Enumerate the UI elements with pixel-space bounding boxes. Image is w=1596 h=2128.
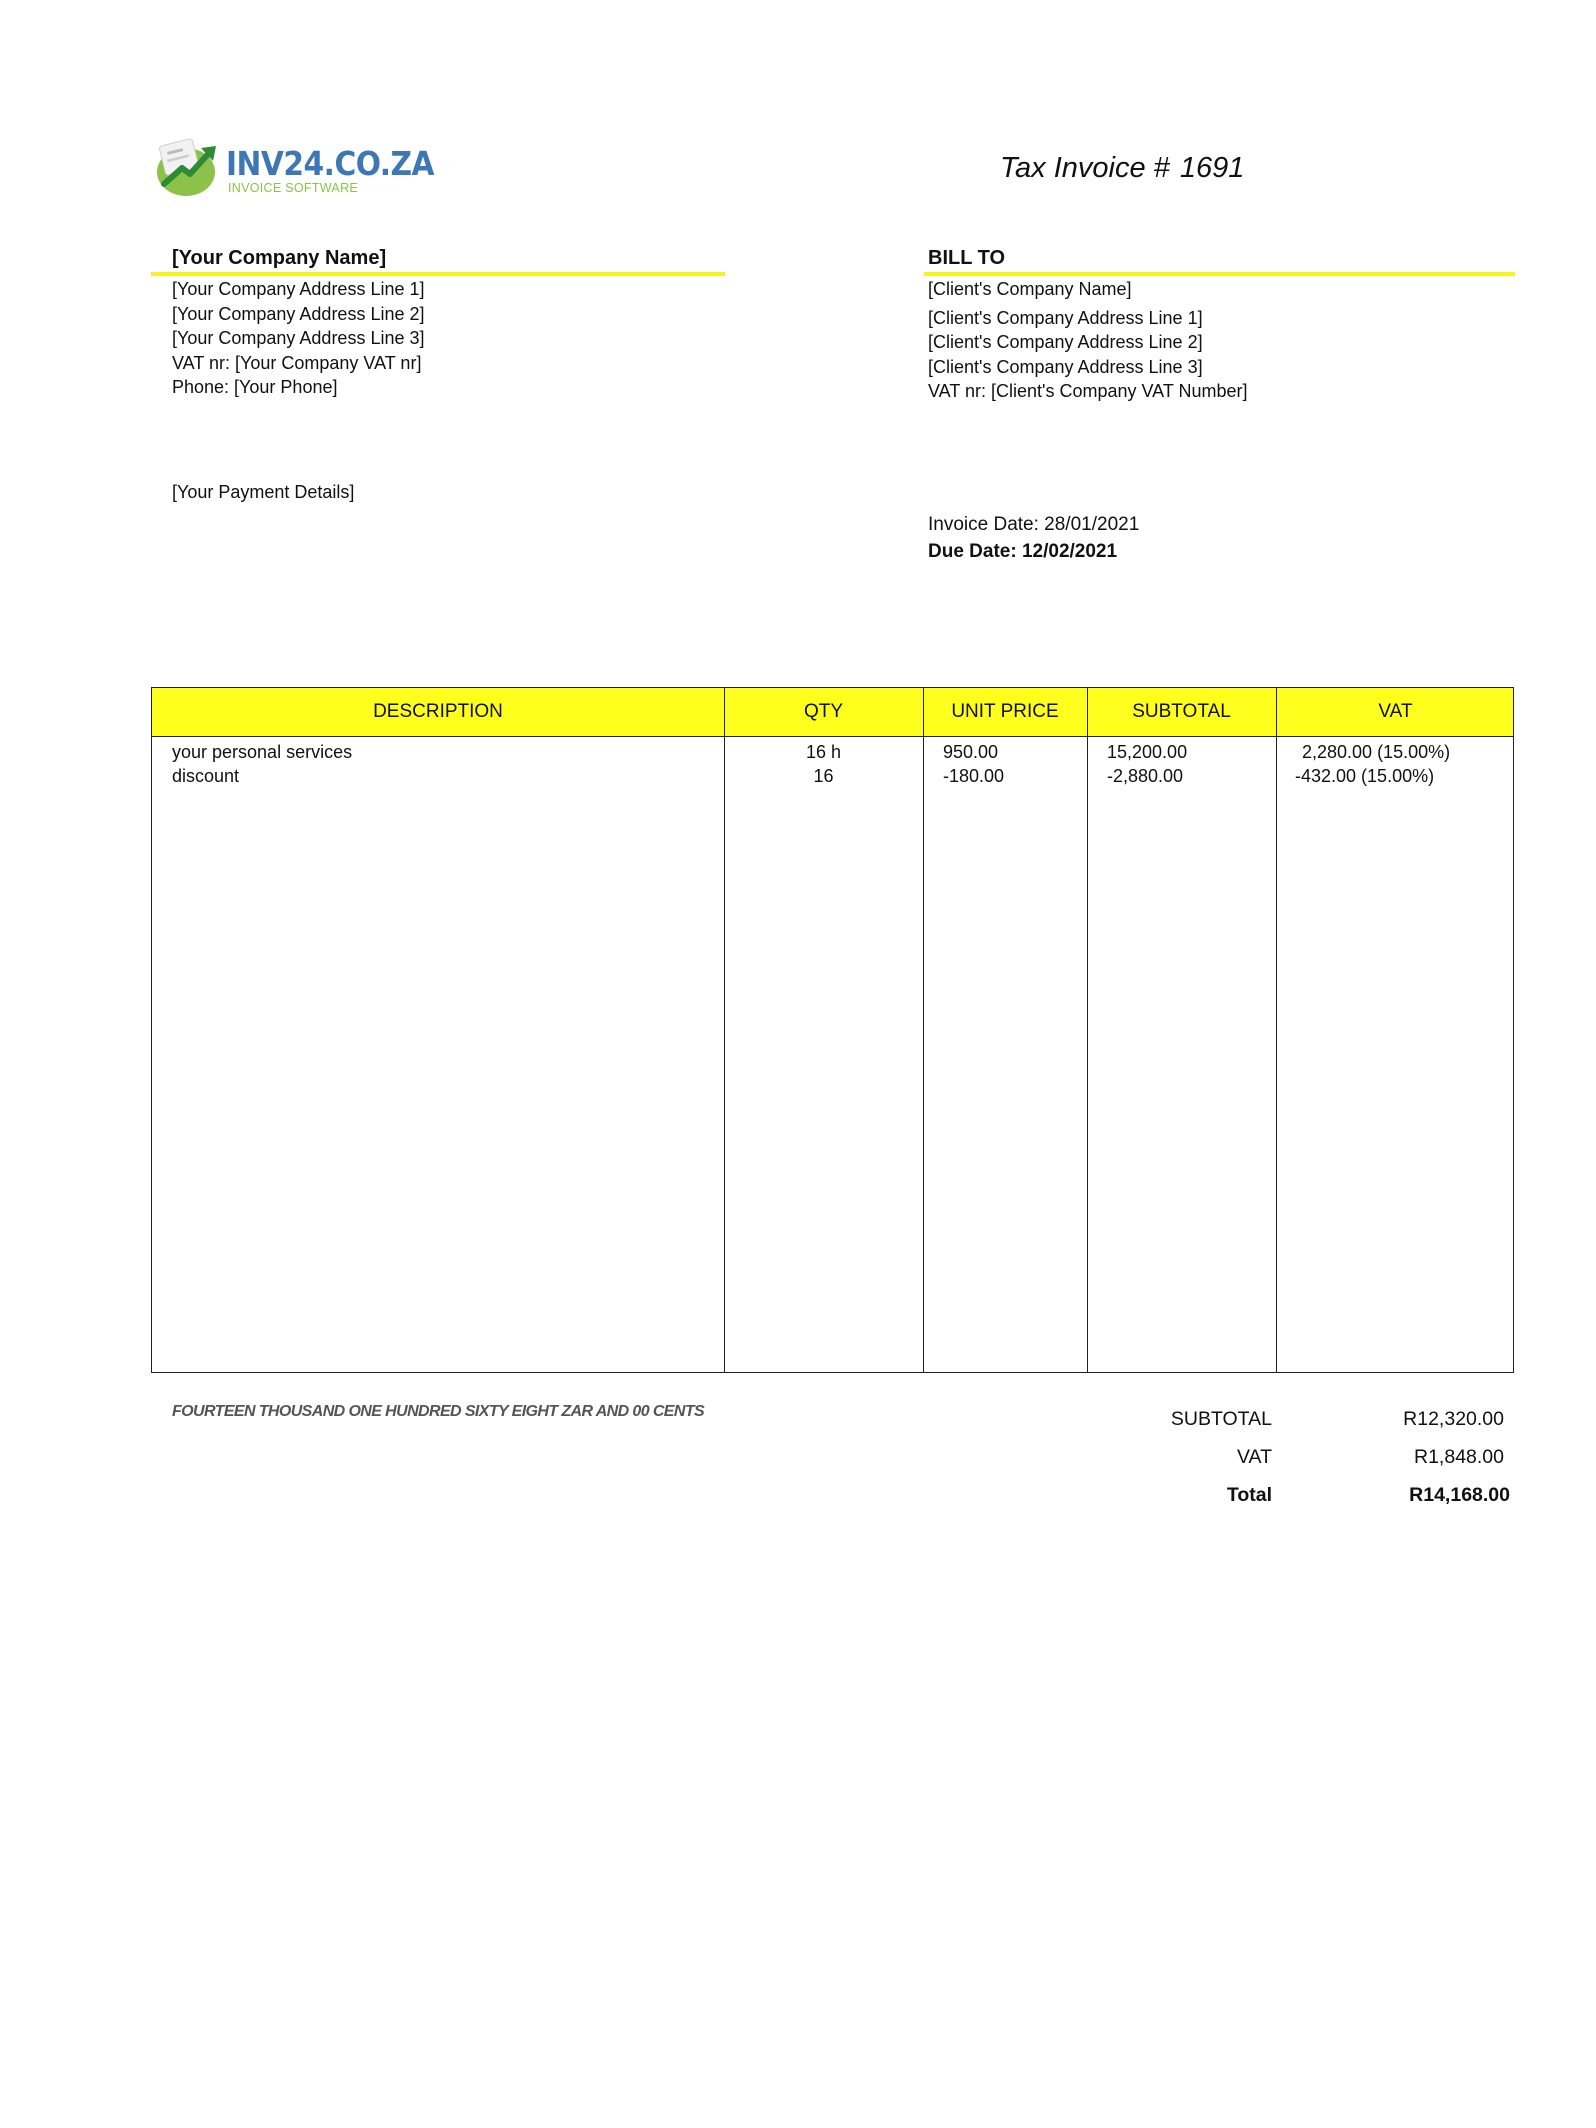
company-address-line-1: [Your Company Address Line 1]: [172, 279, 425, 299]
due-date: Due Date: 12/02/2021: [928, 541, 1118, 562]
header-vat: VAT: [1378, 701, 1413, 722]
header-subtotal: SUBTOTAL: [1132, 701, 1231, 722]
logo-text: INV24.CO.ZA: [226, 144, 435, 183]
invoice-title: [1000, 152, 1244, 185]
client-address-line-2: [Client's Company Address Line 2]: [928, 332, 1203, 353]
column-divider: [1276, 688, 1277, 1372]
column-divider: [923, 688, 924, 1372]
company-phone: Phone: [Your Phone]: [172, 377, 338, 398]
line-items-table: [151, 687, 1514, 1373]
bill-to-heading: BILL TO: [928, 247, 1006, 269]
header-qty: QTY: [803, 701, 844, 722]
invoice-number: 1691: [1179, 152, 1245, 184]
row-subtotal: 15,200.00: [1107, 742, 1188, 762]
row-qty: 16 h: [805, 742, 842, 762]
row-subtotal: -2,880.00: [1107, 766, 1184, 786]
invoice-title-label: Tax Invoice #: [1000, 152, 1170, 184]
company-vat: VAT nr: [Your Company VAT nr]: [172, 352, 422, 373]
bill-to-address: [928, 277, 1248, 404]
company-address: [172, 277, 425, 400]
client-address-line-1: [Client's Company Address Line 1]: [928, 307, 1203, 328]
header-unit-price: UNIT PRICE: [951, 701, 1059, 722]
logo-graphic-icon: [152, 136, 224, 200]
company-address-line-3: [Your Company Address Line 3]: [172, 328, 425, 349]
vat-value: R1,848.00: [1414, 1446, 1504, 1468]
row-unit-price: -180.00: [943, 766, 1005, 786]
bill-to-divider: [924, 272, 1515, 276]
subtotal-value: R12,320.00: [1403, 1408, 1504, 1430]
column-divider: [724, 688, 725, 1372]
company-divider: [151, 272, 725, 276]
company-name: [Your Company Name]: [172, 247, 387, 269]
total-value: R14,168.00: [1409, 1484, 1510, 1506]
row-description: your personal services: [172, 742, 353, 762]
row-vat: 2,280.00 (15.00%): [1302, 742, 1451, 762]
client-vat: VAT nr: [Client's Company VAT Number]: [928, 381, 1248, 402]
header-description: DESCRIPTION: [373, 701, 503, 722]
invoice-dates: [928, 511, 1139, 565]
logo-subtext: INVOICE SOFTWARE: [228, 181, 359, 195]
client-company-name: [Client's Company Name]: [928, 279, 1132, 299]
payment-details: [Your Payment Details]: [172, 482, 355, 502]
invoice-date: Invoice Date: 28/01/2021: [928, 514, 1140, 535]
total-label: Total: [1226, 1484, 1272, 1506]
row-description: discount: [172, 766, 240, 786]
amount-in-words: FOURTEEN THOUSAND ONE HUNDRED SIXTY EIGHT ZAR AND 00 CENTS: [172, 1403, 705, 1420]
subtotal-label: SUBTOTAL: [1170, 1408, 1272, 1430]
client-address-line-3: [Client's Company Address Line 3]: [928, 356, 1203, 377]
row-unit-price: 950.00: [943, 742, 999, 762]
column-divider: [1087, 688, 1088, 1372]
row-qty: 16: [813, 766, 834, 786]
row-vat: -432.00 (15.00%): [1295, 766, 1435, 786]
company-address-line-2: [Your Company Address Line 2]: [172, 303, 425, 324]
vat-label: VAT: [1236, 1446, 1272, 1468]
